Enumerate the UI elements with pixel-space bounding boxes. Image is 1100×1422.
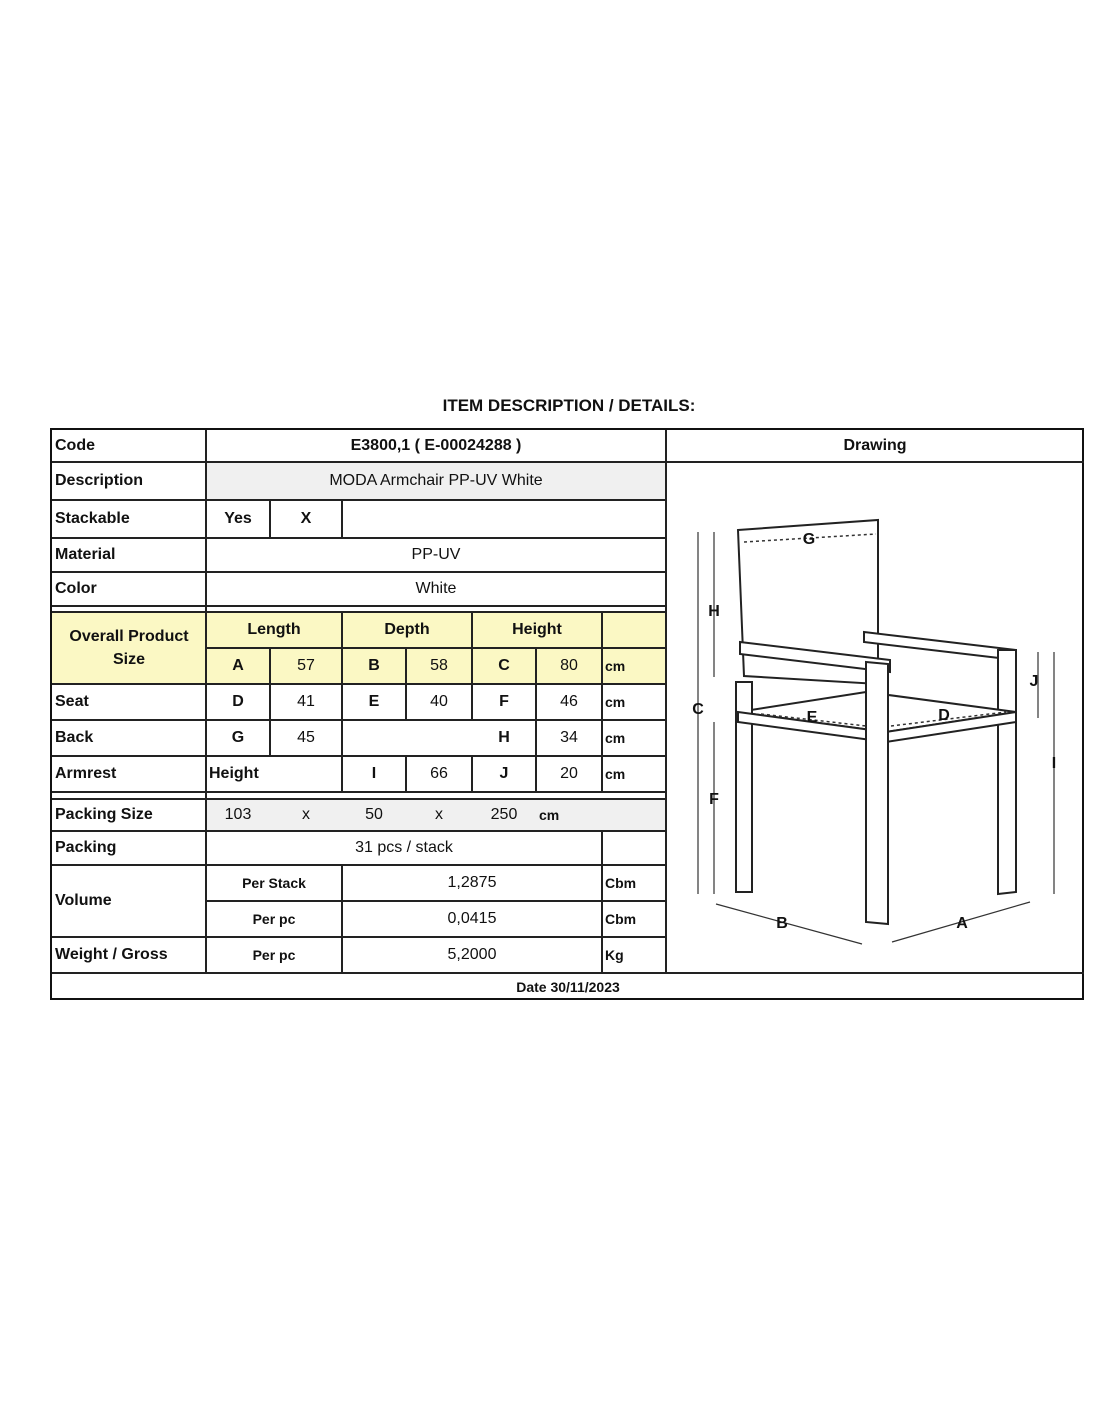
seat-e-key: E	[368, 693, 380, 710]
back-h-key: H	[498, 729, 510, 746]
armrest-i-value: 66	[430, 765, 448, 782]
grid-line	[52, 605, 666, 607]
overall-b-value: 58	[430, 657, 448, 674]
grid-line	[52, 936, 666, 938]
armrest-unit: cm	[605, 766, 626, 782]
grid-line	[601, 831, 603, 973]
volume-per-stack-label: Per Stack	[242, 875, 306, 891]
depth-header: Depth	[384, 621, 430, 638]
stackable-yes: Yes	[224, 510, 252, 527]
overall-c-key: C	[498, 657, 510, 674]
chair-leg-rear-right	[998, 718, 1016, 894]
overall-c-value: 80	[560, 657, 578, 674]
packing-size-width: 50	[365, 806, 383, 823]
drawing-label-e: E	[806, 709, 818, 726]
grid-line	[52, 791, 666, 793]
grid-line	[269, 500, 271, 538]
grid-line	[341, 500, 343, 538]
overall-size-label-line1: Overall Product	[69, 628, 189, 645]
grid-line	[601, 612, 603, 792]
drawing-label-d: D	[938, 707, 950, 724]
chair-drawing	[666, 462, 1084, 972]
details-table	[50, 428, 1084, 1000]
material-value: PP-UV	[411, 546, 461, 563]
grid-line	[269, 648, 271, 756]
weight-label: Weight / Gross	[55, 946, 168, 963]
grid-line	[405, 756, 407, 792]
drawing-label-j: J	[1029, 673, 1039, 690]
grid-line	[471, 612, 473, 720]
volume-per-stack-value: 1,2875	[447, 874, 497, 891]
grid-line	[206, 647, 666, 649]
grid-line	[52, 683, 666, 685]
overall-a-value: 57	[297, 657, 315, 674]
drawing-header: Drawing	[843, 437, 907, 454]
packing-size-label: Packing Size	[55, 806, 153, 823]
grid-line	[405, 648, 407, 720]
seat-d-key: D	[232, 693, 244, 710]
grid-line	[205, 430, 207, 973]
back-h-value: 34	[560, 729, 578, 746]
back-label: Back	[55, 729, 94, 746]
chair-rear-armrest-top	[864, 632, 1016, 660]
page-title: ITEM DESCRIPTION / DETAILS:	[442, 396, 696, 415]
drawing-label-c: C	[692, 701, 704, 718]
back-g-key: G	[231, 729, 245, 746]
date-footer: Date 30/11/2023	[516, 978, 620, 995]
seat-unit: cm	[605, 694, 626, 710]
description-label: Description	[55, 472, 144, 489]
packing-value: 31 pcs / stack	[355, 839, 453, 856]
chair-leg-front-right	[866, 662, 888, 924]
grid-line	[52, 798, 666, 800]
stackable-label: Stackable	[55, 510, 130, 527]
grid-line	[52, 537, 666, 539]
grid-line	[535, 648, 537, 792]
grid-line	[52, 972, 1084, 974]
seat-e-value: 40	[430, 693, 448, 710]
overall-unit: cm	[605, 658, 626, 674]
grid-line	[52, 499, 666, 501]
drawing-label-f: F	[709, 791, 719, 808]
weight-per-pc-label: Per pc	[252, 947, 296, 963]
material-label: Material	[55, 546, 116, 563]
drawing-label-b: B	[776, 915, 788, 932]
drawing-label-a: A	[956, 915, 968, 932]
grid-line	[52, 755, 666, 757]
grid-line	[52, 830, 666, 832]
color-value: White	[415, 580, 457, 597]
armrest-label: Armrest	[55, 765, 117, 782]
grid-line	[52, 571, 666, 573]
drawing-label-h: H	[708, 603, 720, 620]
code-label: Code	[55, 437, 95, 454]
length-header: Length	[247, 621, 301, 638]
volume-per-pc-unit: Cbm	[605, 911, 637, 927]
volume-per-pc-label: Per pc	[252, 911, 296, 927]
armrest-j-value: 20	[560, 765, 578, 782]
seat-d-value: 41	[297, 693, 315, 710]
packing-size-unit: cm	[539, 807, 560, 823]
color-label: Color	[55, 580, 97, 597]
armrest-i-key: I	[371, 765, 377, 782]
seat-label: Seat	[55, 693, 89, 710]
volume-per-stack-unit: Cbm	[605, 875, 637, 891]
height-header: Height	[512, 621, 562, 638]
volume-label: Volume	[55, 892, 112, 909]
code-value: E3800,1 ( E-00024288 )	[350, 437, 522, 454]
volume-per-pc-value: 0,0415	[447, 910, 497, 927]
back-unit: cm	[605, 730, 626, 746]
grid-line	[341, 612, 343, 792]
grid-line	[206, 900, 666, 902]
description-value: MODA Armchair PP-UV White	[329, 472, 543, 489]
packing-size-length: 103	[224, 806, 252, 823]
grid-line	[52, 864, 666, 866]
seat-f-value: 46	[560, 693, 578, 710]
packing-size-height: 250	[490, 806, 518, 823]
grid-line	[341, 865, 343, 973]
packing-label: Packing	[55, 839, 117, 856]
grid-line	[52, 719, 666, 721]
grid-line	[471, 756, 473, 792]
back-g-value: 45	[297, 729, 315, 746]
weight-value: 5,2000	[447, 946, 497, 963]
dimension-line-b	[716, 904, 862, 944]
packing-size-x2: x	[435, 806, 443, 823]
drawing-label-g: G	[802, 531, 816, 548]
overall-size-label	[52, 612, 206, 684]
armrest-height-label: Height	[209, 765, 259, 782]
overall-a-key: A	[232, 657, 244, 674]
weight-unit: Kg	[605, 947, 624, 963]
overall-b-key: B	[368, 657, 380, 674]
packing-size-x1: x	[302, 806, 310, 823]
seat-f-key: F	[499, 693, 509, 710]
drawing-label-i: I	[1051, 755, 1057, 772]
armrest-j-key: J	[499, 765, 509, 782]
grid-line	[52, 611, 666, 613]
overall-size-label-line2: Size	[112, 651, 145, 668]
stackable-mark: X	[300, 510, 312, 527]
